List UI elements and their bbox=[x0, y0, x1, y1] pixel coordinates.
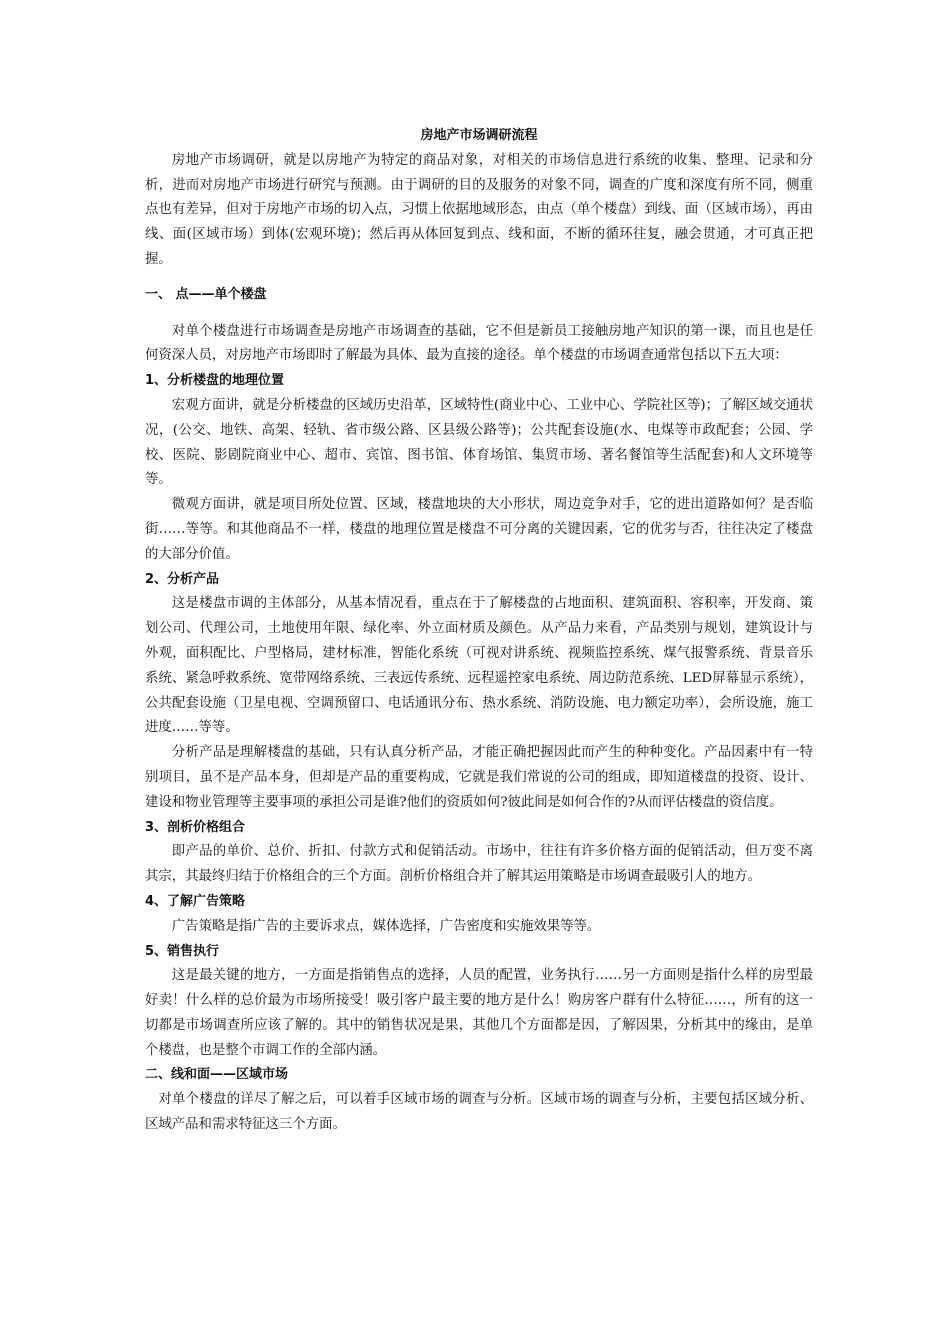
intro-paragraph: 房地产市场调研，就是以房地产为特定的商品对象，对相关的市场信息进行系统的收集、整理、记录和分析，进而对房地产市场进行研究与预测。由于调研的目的及服务的对象不同，调查的广度和深度有所不同，侧重点也有差异，但对于房地产市场的切入点，习惯上依据地域形态，由点（单个楼盘）到线、面（区域市场），再由线、面(区域市场）到体(宏观环境)；然后再从体回复到点、线和面，不断的循环往复，融会贯通，才可真正把握。 bbox=[145, 152, 813, 267]
item-1-heading: 1、分析楼盘的地理位置 bbox=[145, 373, 285, 389]
item-2-paragraph-1: 这是楼盘市调的主体部分，从基本情况看，重点在于了解楼盘的占地面积、建筑面积、容积率，开发商、策划公司、代理公司，土地使用年限、绿化率、外立面材质及颜色。从产品力来看，产品类别与规划，建筑设计与外观，面积配比、户型格局，建材标准，智能化系统（可视对讲系统、视频监控系统、煤气报警系统、背景音乐系统、紧急呼救系统、宽带网络系统、三表远传系统、远程遥控家电系统、周边防范系统、LED屏幕显示系统），公共配套设施（卫星电视、空调预留口、电话通讯分布、热水系统、消防设施、电力额定功率），会所设施，施工进度……等等。 bbox=[145, 596, 813, 736]
item-3-heading: 3、剖析价格组合 bbox=[145, 819, 246, 835]
item-4-heading: 4、了解广告策略 bbox=[145, 893, 246, 909]
item-1-paragraph-1: 宏观方面讲，就是分析楼盘的区域历史沿革，区域特性(商业中心、工业中心、学院社区等)；了解区域交通状况，(公交、地铁、高架、轻轨、省市级公路、区县级公路等)；公共配套设施(水、电煤等市政配套；公园、学校、医院、影剧院商业中心、超市、宾馆、图书馆、体育场馆、集贸市场、著名餐馆等生活配套)和人文环境等等。 bbox=[145, 397, 813, 488]
item-2-heading: 2、分析产品 bbox=[145, 571, 220, 587]
item-5-heading: 5、销售执行 bbox=[145, 943, 220, 959]
section-1-intro: 对单个楼盘进行市场调查是房地产市场调查的基础，它不但是新员工接触房地产知识的第一课，而且也是任何资深人员，对房地产市场即时了解最为具体、最为直接的途径。单个楼盘的市场调查通常包括以下五大项： bbox=[145, 323, 813, 364]
item-4-paragraph-1: 广告策略是指广告的主要诉求点，媒体选择，广告密度和实施效果等等。 bbox=[171, 918, 601, 934]
section-2-heading: 二、线和面——区域市场 bbox=[145, 1067, 289, 1083]
item-2-paragraph-2: 分析产品是理解楼盘的基础，只有认真分析产品，才能正确把握因此而产生的种种变化。产品因素中有一特别项目，虽不是产品本身，但却是产品的重要构成，它就是我们常说的公司的组成，即知道楼盘的投资、设计、建设和物业管理等主要事项的承担公司是谁?他们的资质如何?彼此间是如何合作的?从而评估楼盘的资信度。 bbox=[145, 745, 813, 810]
item-5-paragraph-1: 这是最关键的地方，一方面是指销售点的选择，人员的配置，业务执行……另一方面则是指什么样的房型最好卖！什么样的总价最为市场所接受！吸引客户最主要的地方是什么！购房客户群有什么特征……，所有的这一切都是市场调查所应该了解的。其中的销售状况是果，其他几个方面都是因，了解因果，分析其中的缘由，是单个楼盘，也是整个市调工作的全部内涵。 bbox=[145, 968, 813, 1058]
item-1-paragraph-2: 微观方面讲，就是项目所处位置、区域，楼盘地块的大小形状，周边竞争对手，它的进出道路如何？是否临街……等等。和其他商品不一样，楼盘的地理位置是楼盘不可分离的关键因素，它的优劣与否，往往决定了楼盘的大部分价值。 bbox=[145, 497, 813, 562]
item-3-paragraph-1: 即产品的单价、总价、折扣、付款方式和促销活动。市场中，往往有许多价格方面的促销活动，但万变不离其宗，其最终归结于价格组合的三个方面。剖析价格组合并了解其运用策略是市场调查最吸引人的地方。 bbox=[145, 844, 813, 885]
document-title: 房地产市场调研流程 bbox=[420, 128, 538, 143]
section-2-intro: 对单个楼盘的详尽了解之后，可以着手区域市场的调查与分析。区域市场的调查与分析，主要包括区域分析、区域产品和需求特征这三个方面。 bbox=[145, 1092, 813, 1133]
document-page bbox=[145, 124, 813, 1138]
section-1-heading: 一、 点——单个楼盘 bbox=[145, 286, 267, 302]
